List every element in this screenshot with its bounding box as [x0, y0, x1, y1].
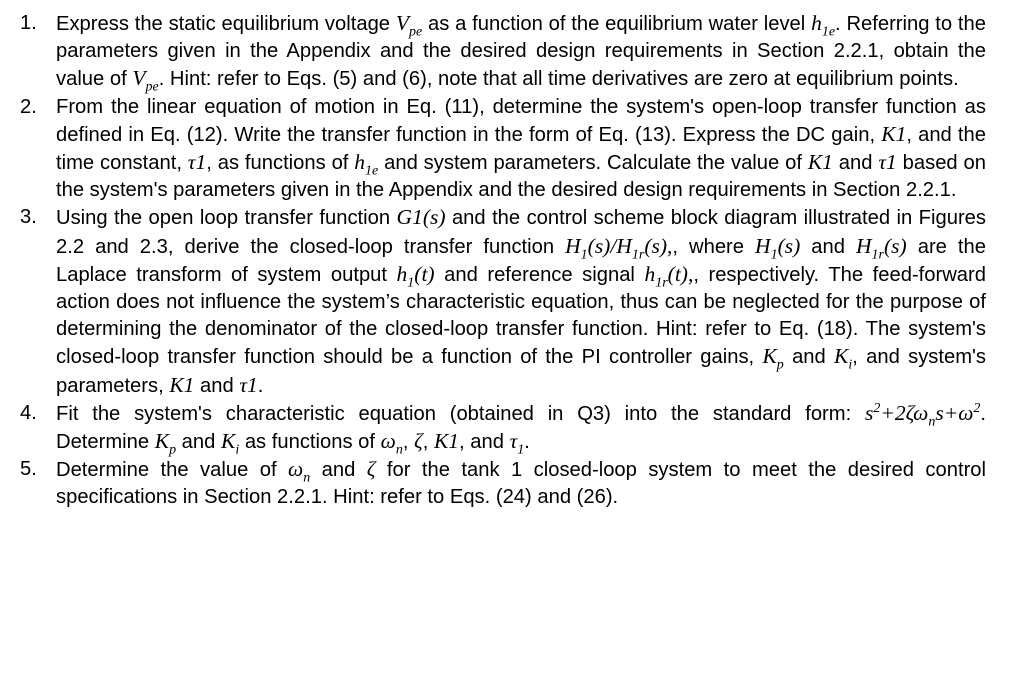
question-number: 3. — [20, 206, 37, 229]
question-text: are the Laplace transform of system output — [56, 235, 986, 286]
question-text: , where — [672, 235, 756, 258]
question-text: and — [800, 235, 857, 258]
question-text: and — [194, 374, 240, 397]
question-item — [20, 456, 986, 511]
question-list — [20, 10, 986, 512]
question-text: for the tank 1 closed-loop system to meet the desired control specifications in Section 2.2.1. Hint: refer to Eqs. (24) and (26). — [56, 459, 986, 509]
question-text: Using the open loop transfer function — [56, 207, 397, 230]
math-symbol: $K_p$ — [762, 344, 784, 373]
math-symbol: $\omega_n$ — [288, 457, 311, 486]
question-text: Express the static equilibrium voltage — [56, 13, 396, 35]
question-number: 1. — [20, 12, 37, 34]
math-symbol: $V_{pe}$ — [132, 66, 159, 95]
math-symbol: $H_{1r}(s)$ — [856, 233, 907, 262]
question-text: . — [524, 431, 530, 454]
question-text: , and system's parameters, — [56, 346, 986, 397]
question-item — [20, 400, 986, 456]
question-number: 4. — [20, 401, 37, 424]
question-item: 3. Using the open loop transfer function G1(s) and the control scheme block diagram illustrated in Figures 2.2 and 2.3, derive the closed-loop transfer function $H_1(s)/H_{1r}(s)$,, where $H_1(s)$ and $H_{1r}(s)$ are the Laplace transform of system output $h_1(t)$ and reference signal $h_{1r}(t)$,, respectively. The feed-forward action does not influence the system’s characteristic equation, thus can be neglected for the purpose of determining the denominator of the closed-loop transfer function. Hint: refer to Eq. (18). The system's closed-loop transfer function should be a function of the PI controller gains, $K_p$ and $K_i$, and system's parameters, K1 and τ1. — [20, 205, 986, 397]
question-text: as functions of — [239, 431, 381, 454]
math-symbol: $V_{pe}$ — [395, 11, 423, 40]
math-symbol: $s^2+2\zeta\omega_ns+\omega^2$ — [865, 400, 981, 430]
math-symbol: $h_{1r}(t)$ — [644, 261, 688, 291]
question-text: and — [783, 346, 835, 369]
math-symbol: $K_p$ — [154, 429, 177, 458]
math-symbol: K1 — [807, 150, 833, 175]
question-text: and the control scheme block diagram illustrated in Figures 2.2 and 2.3, derive the closed-loop transfer function — [56, 207, 986, 258]
math-symbol: $H_1(s)/H_{1r}(s)$ — [565, 233, 667, 262]
math-symbol: $K_i$ — [834, 344, 853, 373]
question-text: From the linear equation of motion in Eq. (11), determine the system's open-loop transfer function as defined in Eq. (12). Write the transfer function in the form of Eq. (13). Express the DC gain, — [56, 95, 986, 146]
question-text: . Determine — [56, 402, 986, 454]
math-symbol: G1(s) — [396, 205, 446, 230]
question-text: , — [402, 431, 415, 454]
question-text: Fit the system's characteristic equation (obtained in Q3) into the standard form: — [56, 402, 865, 425]
question-text: and — [176, 431, 221, 454]
math-symbol: $h_1(t)$ — [396, 261, 435, 291]
question-number: 5. — [20, 458, 37, 481]
math-symbol: $h_{1e}$ — [811, 11, 836, 40]
question-text: and reference signal — [434, 263, 645, 286]
math-symbol: τ1 — [878, 150, 897, 175]
question-text: . — [257, 374, 264, 397]
question-number: 2. — [20, 95, 37, 118]
math-symbol: K1 — [433, 429, 460, 454]
math-symbol: τ1 — [187, 150, 207, 175]
math-symbol: $H_1(s)$ — [755, 233, 801, 262]
question-item — [20, 10, 986, 94]
math-symbol: K1 — [169, 372, 195, 397]
question-text: as a function of the equilibrium water level — [422, 13, 812, 35]
question-text: , respectively. The feed-forward action does not influence the system’s characteristic equation, thus can be neglected for the purpose of determining the denominator of the closed-loop transfer function. Hint: refer to Eq. (18). The system's closed-loop transfer function should be a function of the PI controller gains, — [56, 263, 986, 369]
question-text: and — [310, 459, 367, 482]
question-text: , and the time constant, — [56, 123, 986, 175]
question-text: , as functions of — [206, 152, 355, 175]
math-symbol: $K_i$ — [220, 429, 240, 458]
question-text: and — [832, 152, 879, 175]
question-text: , — [422, 431, 434, 454]
math-symbol: $\omega_n$ — [380, 429, 403, 458]
question-text: and system parameters. Calculate the value of — [378, 152, 808, 175]
math-symbol: τ1 — [239, 372, 258, 397]
math-symbol: ζ — [414, 429, 423, 454]
question-text: . Hint: refer to Eqs. (5) and (6), note that all time derivatives are zero at equilibrium points. — [158, 68, 959, 91]
math-symbol: $h_{1e}$ — [354, 150, 379, 179]
question-text: . Referring to the parameters given in the Appendix and the desired design requirements in Section 2.2.1, obtain the value of — [56, 13, 986, 91]
math-symbol: ζ — [366, 457, 376, 482]
question-text: Determine the value of — [56, 459, 289, 482]
math-symbol: $\tau_1$ — [509, 429, 525, 458]
question-item — [20, 94, 986, 205]
math-symbol: K1 — [881, 121, 907, 146]
question-text: based on the system's parameters given in the Appendix and the desired design requirements in Section 2.2.1. — [56, 152, 986, 202]
question-text: , and — [459, 431, 510, 454]
